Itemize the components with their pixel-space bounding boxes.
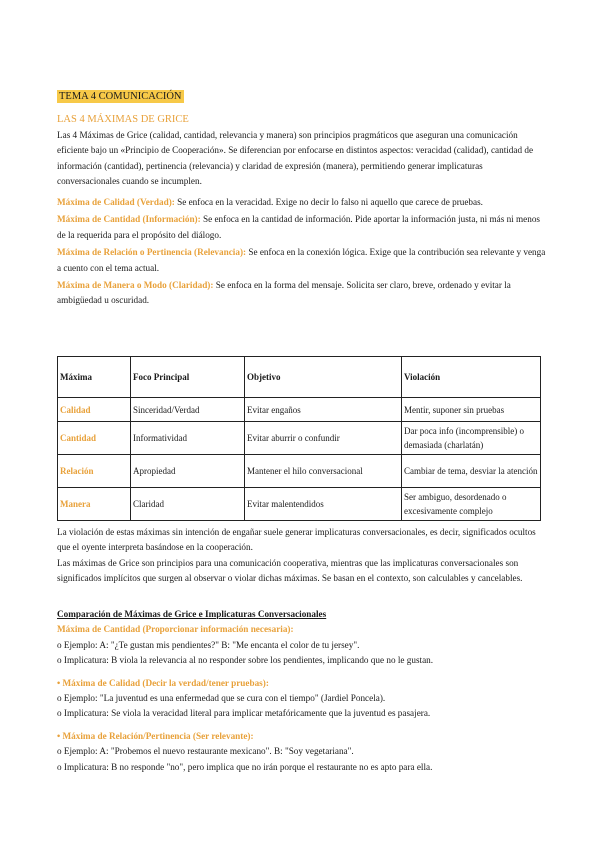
header-objetivo: Objetivo bbox=[245, 357, 402, 398]
comparison-block-head: Máxima de Cantidad (Proporcionar información necesaria): bbox=[57, 624, 294, 635]
implicatura-paragraph: La violación de estas máximas sin intención de engañar suele generar implicaturas conversacionales, es decir, significados ocultos que el oyente interpreta basándose en la cooperación. bbox=[57, 527, 536, 553]
maxim-calidad bbox=[57, 195, 547, 210]
cell-violacion: Ser ambiguo, desordenado o excesivamente complejo bbox=[402, 488, 541, 521]
comparison-block-head: • Máxima de Calidad (Decir la verdad/tener pruebas): bbox=[57, 677, 269, 688]
maxim-desc: Se enfoca en la conexión lógica. Exige que la contribución sea relevante y venga a cuento con el tema actual. bbox=[57, 247, 546, 273]
section-subtitle: LAS 4 MÁXIMAS DE GRICE bbox=[57, 114, 189, 125]
table-row bbox=[58, 455, 541, 488]
cell-foco: Claridad bbox=[131, 488, 245, 521]
header-violacion: Violación bbox=[402, 357, 541, 398]
comparison-example: o Ejemplo: A: "¿Te gustan mis pendientes?" B: "Me encanta el color de tu jersey". bbox=[57, 639, 360, 650]
cell-maxima: Relación bbox=[58, 455, 131, 488]
maxim-name: Máxima de Cantidad (Información): bbox=[57, 214, 201, 225]
cell-maxima: Calidad bbox=[58, 398, 131, 422]
cell-violacion: Mentir, suponer sin pruebas bbox=[402, 398, 541, 422]
cell-foco: Informatividad bbox=[131, 422, 245, 455]
comparison-implicatura: o Implicatura: Se viola la veracidad literal para implicar metafóricamente que la juventud es pasajera. bbox=[57, 708, 431, 719]
after-table-text bbox=[57, 525, 547, 587]
maxim-relacion bbox=[57, 245, 547, 276]
intro-paragraph bbox=[57, 128, 547, 190]
table-row bbox=[58, 488, 541, 521]
table-row bbox=[58, 398, 541, 422]
cell-objetivo: Evitar engaños bbox=[245, 398, 402, 422]
table-header-row bbox=[58, 357, 541, 398]
cell-maxima: Cantidad bbox=[58, 422, 131, 455]
cell-foco: Sinceridad/Verdad bbox=[131, 398, 245, 422]
comparison-title: Comparación de Máximas de Grice e Implicaturas Conversacionales bbox=[57, 609, 327, 619]
comparison-implicatura: o Implicatura: B no responde "no", pero implica que no irán porque el restaurante no es apto para ella. bbox=[57, 761, 433, 772]
maxims-table bbox=[57, 356, 541, 521]
maxim-name: Máxima de Manera o Modo (Claridad): bbox=[57, 280, 214, 291]
maxim-name: Máxima de Relación o Pertinencia (Relevancia): bbox=[57, 247, 247, 258]
grice-summary-paragraph: Las máximas de Grice son principios para una comunicación cooperativa, mientras que las implicaturas conversacionales son significados implícitos que surgen al observar o violar dichas máximas. Se basan en el contexto, son calculables y cancelables. bbox=[57, 557, 523, 584]
section-title-highlighted: TEMA 4 COMUNICACIÓN bbox=[59, 91, 182, 102]
comparison-example: o Ejemplo: "La juventud es una enfermedad que se cura con el tiempo" (Jardiel Poncela). bbox=[57, 693, 386, 704]
cell-objetivo: Mantener el hilo conversacional bbox=[245, 455, 402, 488]
maxims-list bbox=[57, 195, 547, 309]
maxim-cantidad bbox=[57, 212, 547, 243]
cell-violacion: Dar poca info (incomprensible) o demasiada (charlatán) bbox=[402, 422, 541, 455]
cell-violacion: Cambiar de tema, desviar la atención bbox=[402, 455, 541, 488]
cell-foco: Apropiedad bbox=[131, 455, 245, 488]
comparison-section bbox=[57, 607, 547, 775]
header-foco: Foco Principal bbox=[131, 357, 245, 398]
comparison-example: o Ejemplo: A: "Probemos el nuevo restaurante mexicano". B: "Soy vegetariana". bbox=[57, 746, 354, 757]
cell-objetivo: Evitar malentendidos bbox=[245, 488, 402, 521]
comparison-block-head: • Máxima de Relación/Pertinencia (Ser relevante): bbox=[57, 730, 254, 741]
header-maxima: Máxima bbox=[58, 357, 131, 398]
maxim-manera bbox=[57, 278, 547, 309]
maxim-name: Máxima de Calidad (Verdad): bbox=[57, 197, 175, 207]
maxim-desc: Se enfoca en la cantidad de información. Pide aportar la información justa, ni más ni menos de la requerida para el propósito del diálogo. bbox=[57, 214, 541, 240]
comparison-implicatura: o Implicatura: B viola la relevancia al no responder sobre los pendientes, implicando que no le gustan. bbox=[57, 655, 434, 666]
cell-objetivo: Evitar aburrir o confundir bbox=[245, 422, 402, 455]
maxim-desc: Se enfoca en la veracidad. Exige no decir lo falso ni aquello que carece de pruebas. bbox=[174, 197, 483, 207]
intro-text: Las 4 Máximas de Grice (calidad, cantidad, relevancia y manera) son principios pragmáticos que aseguran una comunicación eficiente bajo un «Principio de Cooperación». Se diferencian por enfocarse en distintos aspectos: veracidad (calidad), cantidad de información (cantidad), pertinencia (relevancia) y claridad de expresión (manera), permitiendo generar implicaturas conversacionales cuando se incumplen. bbox=[57, 130, 534, 187]
table-row bbox=[58, 422, 541, 455]
cell-maxima: Manera bbox=[58, 488, 131, 521]
maxim-desc: Se enfoca en la forma del mensaje. Solicita ser claro, breve, ordenado y evitar la ambigüedad u oscuridad. bbox=[57, 280, 511, 306]
